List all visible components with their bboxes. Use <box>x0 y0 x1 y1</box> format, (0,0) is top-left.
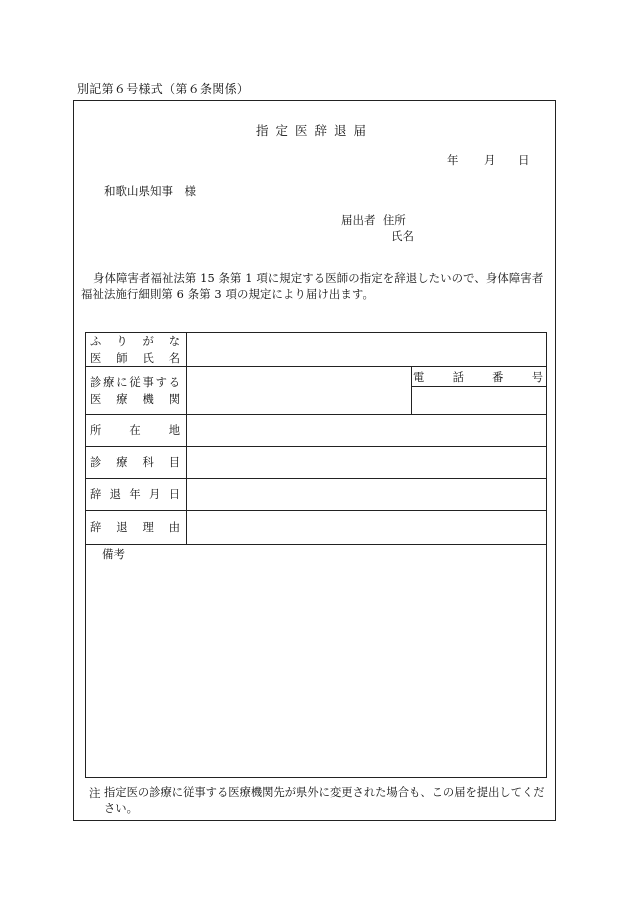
institution-line-2: 医療機関 <box>90 393 180 406</box>
location-label: 所在地 <box>90 424 180 437</box>
row-divider <box>86 510 546 511</box>
resign-date-label: 辞退年月日 <box>90 488 180 501</box>
reason-label: 辞退理由 <box>90 521 180 534</box>
addressee: 和歌山県知事 様 <box>104 184 196 198</box>
furigana-label: ふりがな <box>90 335 180 348</box>
row-divider <box>86 478 546 479</box>
form-frame <box>73 100 556 821</box>
department-label: 診療科目 <box>90 456 180 469</box>
doctor-name-label <box>90 333 180 367</box>
label-divider <box>186 333 187 544</box>
note-marker: 注 <box>89 786 101 800</box>
note-text: 指定医の診療に従事する医療機関先が県外に変更された場合も、この届を提出してください。 <box>104 786 545 815</box>
remarks-label: 備考 <box>102 547 125 561</box>
phone-divider <box>411 367 412 414</box>
address-label: 住所 <box>382 213 406 227</box>
date-day-label: 日 <box>518 153 530 167</box>
row-divider <box>86 446 546 447</box>
doctor-name-text: 医師氏名 <box>90 352 180 365</box>
row-divider <box>86 414 546 415</box>
institution-label <box>90 374 180 408</box>
sender-label: 届出者 <box>341 213 376 227</box>
name-label: 氏名 <box>391 229 414 243</box>
form-number: 別記第６号様式（第６条関係） <box>77 82 250 96</box>
institution-line-1: 診療に従事する <box>90 376 180 389</box>
date-year-label: 年 <box>447 153 459 167</box>
date-month-label: 月 <box>484 153 496 167</box>
body-text: 身体障害者福祉法第 15 条第 1 項に規定する医師の指定を辞退したいので、身体障害者福祉法施行細則第 6 条第 3 項の規定により届け出ます。 <box>81 271 544 301</box>
form-title: 指定医辞退届 <box>255 123 373 138</box>
form-table <box>85 332 547 778</box>
phone-row-divider <box>411 386 546 387</box>
phone-label: 電話番号 <box>413 371 543 384</box>
row-divider <box>86 544 546 545</box>
sender-address-line <box>341 212 406 228</box>
